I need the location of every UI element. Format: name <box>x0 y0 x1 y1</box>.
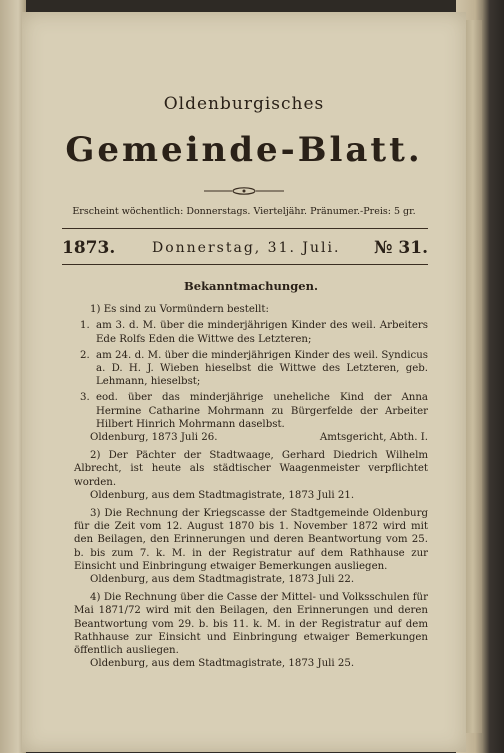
rule-top <box>62 228 428 229</box>
list-item <box>74 319 428 345</box>
notice-1-sign-office: Amtsgericht, Abth. I. <box>319 432 428 444</box>
ornament-divider-icon <box>204 186 284 196</box>
binding-stripe <box>464 20 482 733</box>
list-item-number: 1. <box>80 320 90 332</box>
notice-2-text: 2) Der Pächter der Stadtwaage, Gerhard Diedrich Wilhelm Albrecht, ist heute als städtischer Waagenmeister verpflichtet worden. <box>74 450 428 488</box>
article-body <box>74 280 428 670</box>
section-title: Bekanntmachungen. <box>184 279 318 293</box>
notice-4-signature: Oldenburg, aus dem Stadtmagistrate, 1873 Juli 25. <box>90 658 355 670</box>
list-item-number: 2. <box>80 349 90 361</box>
notice-4-text: 4) Die Rechnung über die Casse der Mittel- und Volksschulen für Mai 1871/72 wird mit den Beilagen, den Erinnerungen und deren Beantwortung vom 29. b. bis 11. k. M. in der Registratur auf dem Rathhause zur Einsicht und Einbringung etwaiger Bemerkungen öffentlich ausliegen. <box>74 592 428 657</box>
masthead-line1: Oldenburgisches <box>163 94 325 114</box>
publication-info: Erscheint wöchentlich: Donnerstags. Vierteljähr. Pränumer.-Preis: 5 gr. <box>72 206 416 217</box>
list-item-text: eod. über das minderjährige uneheliche Kind der Anna Hermine Catharine Mohrmann zu Bürgerfelde der Arbeiter Hilbert Hinrich Mohrmann daselbst. <box>96 392 428 430</box>
masthead-title: Gemeinde-Blatt. <box>65 130 423 170</box>
list-item <box>74 349 428 389</box>
newspaper-page <box>22 12 466 752</box>
list-item-number: 3. <box>80 392 90 404</box>
rule-bottom <box>62 264 428 265</box>
dateline <box>62 238 428 264</box>
notice-1-intro: 1) Es sind zu Vormündern bestellt: <box>90 304 269 316</box>
notice-3-signature: Oldenburg, aus dem Stadtmagistrate, 1873 Juli 22. <box>90 574 355 586</box>
list-item <box>74 391 428 431</box>
notice-1-sign-place: Oldenburg, 1873 Juli 26. <box>90 432 218 444</box>
list-item-text: am 24. d. M. über die minderjährigen Kinder des weil. Syndicus a. D. H. J. Wieben hieselbst die Wittwe des Letzteren, geb. Lehmann, hieselbst; <box>96 349 428 388</box>
notice-1-signature <box>74 431 428 444</box>
list-item-text: am 3. d. M. über die minderjährigen Kinder des weil. Arbeiters Ede Rolfs Eden die Wittwe des Letzteren; <box>96 320 428 345</box>
issue-year: 1873. <box>62 238 116 258</box>
issue-date: Donnerstag, 31. Juli. <box>152 240 341 256</box>
notice-2-signature: Oldenburg, aus dem Stadtmagistrate, 1873 Juli 21. <box>90 489 355 501</box>
notice-3-text: 3) Die Rechnung der Kriegscasse der Stadtgemeinde Oldenburg für die Zeit vom 12. August 1870 bis 1. November 1872 wird mit den Beilagen, den Erinnerungen und deren Beantwortung vom 25. b. bis zum 7. k. M. in der Registratur auf dem Rathhause zur Einsicht und Einbringung etwaiger Bemerkungen ausliegen. <box>74 508 428 572</box>
issue-number: № 31. <box>374 238 428 258</box>
